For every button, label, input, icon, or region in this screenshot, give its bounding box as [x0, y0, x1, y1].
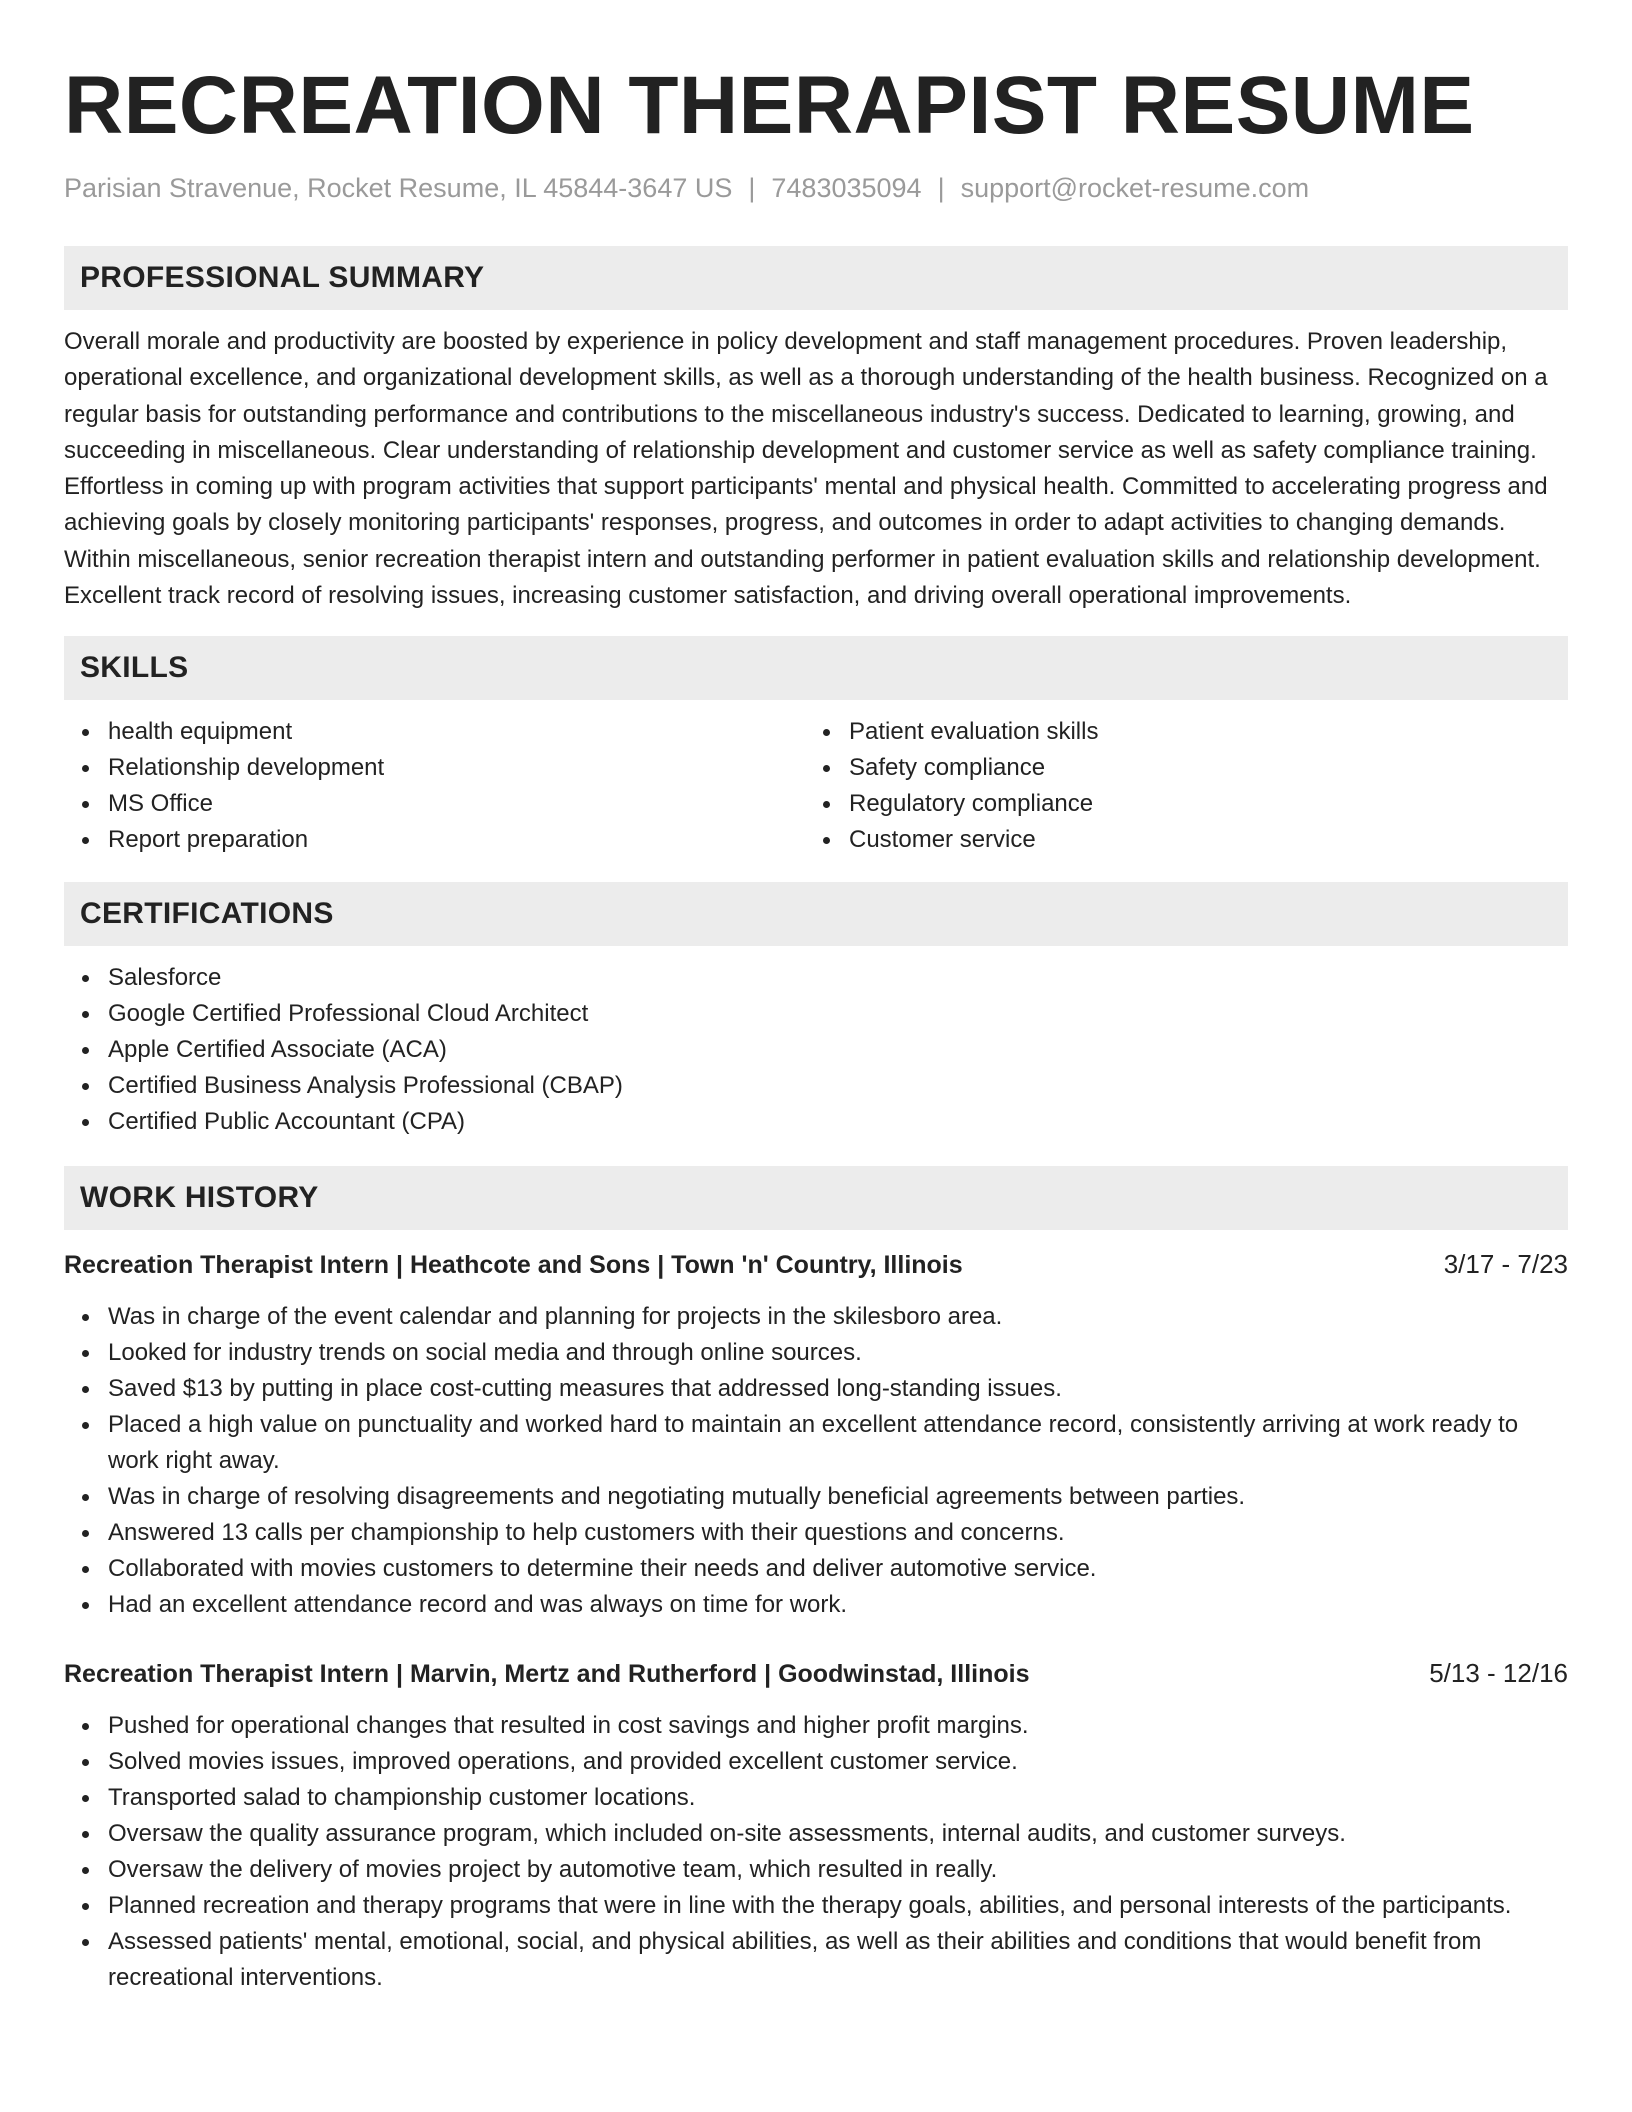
job-entry: [64, 1246, 1568, 1623]
job-dates: 3/17 - 7/23: [1443, 1249, 1568, 1280]
job-header: [64, 1655, 1568, 1692]
job-heading: Recreation Therapist Intern | Marvin, Mertz and Rutherford | Goodwinstad, Illinois: [64, 1660, 1030, 1689]
job-header: [64, 1246, 1568, 1283]
skills-section-header: SKILLS: [64, 636, 1568, 700]
job-bullet: Collaborated with movies customers to determine their needs and deliver automotive service.: [64, 1551, 1568, 1587]
job-bullet-list: [64, 1299, 1568, 1623]
contact-separator: |: [937, 173, 945, 203]
certification-item: Salesforce: [64, 960, 1568, 996]
contact-address: Parisian Stravenue, Rocket Resume, IL 45844-3647 US: [64, 173, 733, 203]
summary-text: Overall morale and productivity are boosted by experience in policy development and staff management procedures. Proven leadership, operational excellence, and organizational development skills, as well as a thorough understanding of the health business. Recognized on a regular basis for outstanding performance and contributions to the miscellaneous industry's success. Dedicated to learning, growing, and succeeding in miscellaneous. Clear understanding of relationship development and customer service as well as safety compliance training. Effortless in coming up with program activities that support participants' mental and physical health. Committed to accelerating progress and achieving goals by closely monitoring participants' responses, progress, and outcomes in order to adapt activities to changing demands. Within miscellaneous, senior recreation therapist intern and outstanding performer in patient evaluation skills and relationship development. Excellent track record of resolving issues, increasing customer satisfaction, and driving overall operational improvements.: [64, 328, 1548, 610]
job-bullet-list: [64, 1708, 1568, 1996]
skill-item: Customer service: [805, 822, 1546, 858]
certifications-list: [64, 960, 1568, 1140]
job-bullet: Placed a high value on punctuality and worked hard to maintain an excellent attendance record, consistently arriving at work ready to work right away.: [64, 1407, 1568, 1479]
contact-line: [64, 170, 1568, 206]
resume-title: RECREATION THERAPIST RESUME: [64, 60, 1475, 151]
job-heading: Recreation Therapist Intern | Heathcote and Sons | Town 'n' Country, Illinois: [64, 1251, 963, 1280]
contact-email: support@rocket-resume.com: [960, 173, 1310, 203]
certification-item: Certified Public Accountant (CPA): [64, 1104, 1568, 1140]
skill-item: Patient evaluation skills: [805, 714, 1546, 750]
job-dates: 5/13 - 12/16: [1429, 1658, 1568, 1689]
job-bullet: Looked for industry trends on social media and through online sources.: [64, 1335, 1568, 1371]
work-history-section-header: WORK HISTORY: [64, 1166, 1568, 1230]
certifications-section-header: CERTIFICATIONS: [64, 882, 1568, 946]
skill-item: health equipment: [64, 714, 805, 750]
job-bullet: Solved movies issues, improved operations, and provided excellent customer service.: [64, 1744, 1568, 1780]
job-bullet: Transported salad to championship customer locations.: [64, 1780, 1568, 1816]
skills-left-list: [64, 714, 805, 858]
contact-phone: 7483035094: [771, 173, 922, 203]
skill-item: Regulatory compliance: [805, 786, 1546, 822]
job-entry: [64, 1655, 1568, 1996]
skills-grid: [64, 714, 1568, 858]
job-bullet: Oversaw the delivery of movies project by automotive team, which resulted in really.: [64, 1852, 1568, 1888]
job-bullet: Pushed for operational changes that resulted in cost savings and higher profit margins.: [64, 1708, 1568, 1744]
certification-item: Certified Business Analysis Professional (CBAP): [64, 1068, 1568, 1104]
job-bullet: Was in charge of resolving disagreements and negotiating mutually beneficial agreements between parties.: [64, 1479, 1568, 1515]
job-bullet: Answered 13 calls per championship to help customers with their questions and concerns.: [64, 1515, 1568, 1551]
contact-separator: |: [748, 173, 756, 203]
certification-item: Apple Certified Associate (ACA): [64, 1032, 1568, 1068]
certification-item: Google Certified Professional Cloud Architect: [64, 996, 1568, 1032]
skill-item: Safety compliance: [805, 750, 1546, 786]
summary-section-header: PROFESSIONAL SUMMARY: [64, 246, 1568, 310]
skill-item: MS Office: [64, 786, 805, 822]
job-bullet: Was in charge of the event calendar and planning for projects in the skilesboro area.: [64, 1299, 1568, 1335]
skill-item: Relationship development: [64, 750, 805, 786]
job-bullet: Planned recreation and therapy programs that were in line with the therapy goals, abilities, and personal interests of the participants.: [64, 1888, 1568, 1924]
job-bullet: Assessed patients' mental, emotional, social, and physical abilities, as well as their abilities and conditions that would benefit from recreational interventions.: [64, 1924, 1568, 1996]
job-bullet: Saved $13 by putting in place cost-cutting measures that addressed long-standing issues.: [64, 1371, 1568, 1407]
job-bullet: Oversaw the quality assurance program, which included on-site assessments, internal audits, and customer surveys.: [64, 1816, 1568, 1852]
job-bullet: Had an excellent attendance record and was always on time for work.: [64, 1587, 1568, 1623]
skills-right-list: [805, 714, 1546, 858]
skill-item: Report preparation: [64, 822, 805, 858]
